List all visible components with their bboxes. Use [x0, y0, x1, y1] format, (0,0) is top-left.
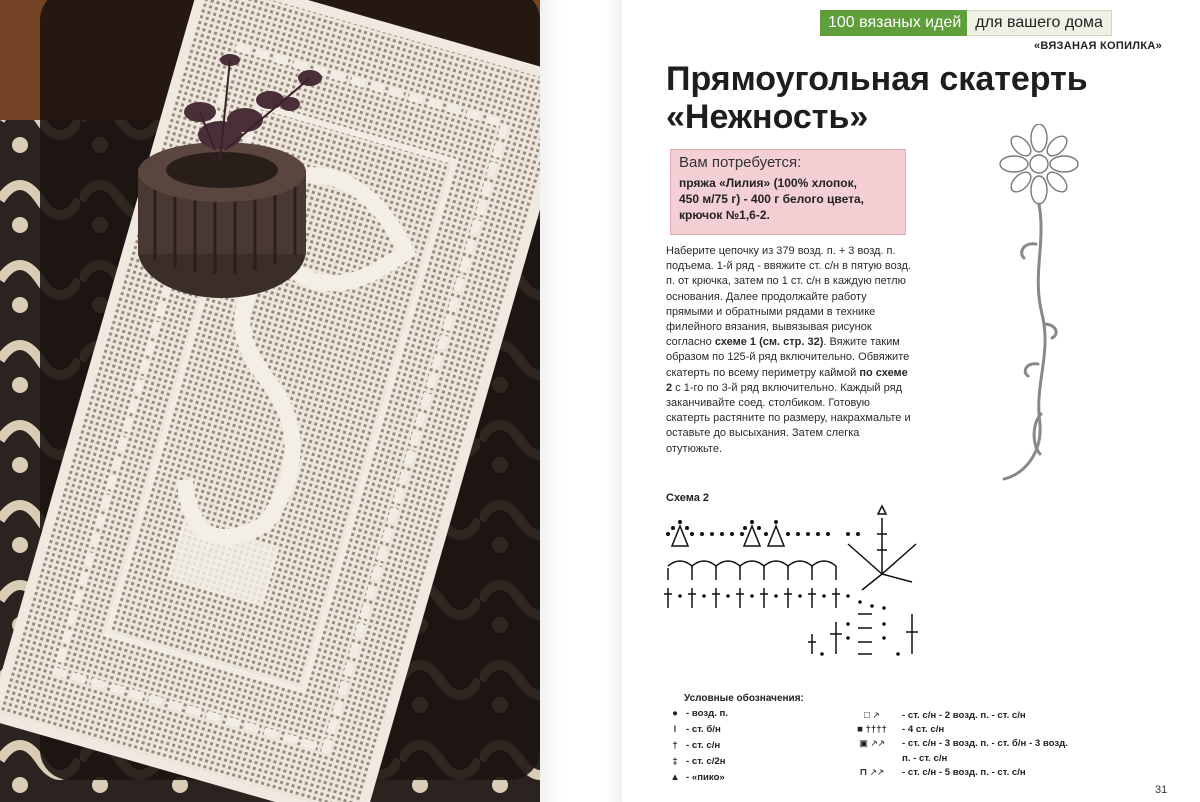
series-right: для вашего дома: [967, 10, 1112, 36]
materials-line-3: крючок №1,6-2.: [679, 208, 770, 222]
legend-text: - ст. с/н - 5 возд. п. - ст. с/н: [902, 766, 1026, 778]
legend-symbol: ●: [672, 708, 678, 719]
legend-text: п. - ст. с/н: [902, 752, 948, 764]
legend-item: [668, 706, 828, 722]
legend-symbol: ▣ ⸕⸕: [858, 738, 886, 750]
legend-symbol: ■ ††††: [857, 724, 887, 736]
materials-heading: Вам потребуется:: [679, 154, 802, 171]
scheme-2-chart: [662, 504, 962, 666]
legend-text: - ст. с/н - 2 возд. п. - ст. с/н: [902, 710, 1026, 721]
page-number: 31: [1155, 784, 1168, 796]
legend-symbol: ‡: [672, 756, 678, 767]
legend-item: [846, 752, 1146, 766]
legend-title: Условные обозначения:: [684, 693, 804, 704]
legend-text: - «пико»: [686, 772, 725, 783]
instructions-part-1: Наберите цепочку из 379 возд. п. + 3 возд. п. подъема. 1-й ряд - ввяжите ст. с/н в пятую возд. п. от крючка, затем по 1 ст. с/н в каждую петлю основания. Далее продолжайте работу прямыми и обратными рядами в технике филейного вязания, вывязывая рисунок согласно: [666, 245, 911, 349]
legend-item: [668, 770, 828, 786]
instructions-bold-2: по схеме 2: [666, 366, 908, 394]
legend-item: [668, 754, 828, 770]
legend-item: [846, 709, 1146, 723]
page-gutter: [540, 0, 622, 802]
legend-item: [668, 738, 828, 754]
materials-line-2: 450 м/75 г) - 400 г белого цвета,: [679, 192, 864, 206]
legend-right: [846, 709, 1146, 780]
legend-item: [846, 766, 1146, 780]
legend-item: [846, 723, 1146, 737]
legend-symbol: ⊓ ⸕⸕: [859, 766, 885, 778]
instructions-bold-1: схеме 1 (см. стр. 32): [714, 336, 824, 349]
instructions-part-3: с 1-го по 3-й ряд включительно. Каждый ряд заканчивайте соед. столбиком. Готовую скатерть растяните по размеру, накрахмальте и оставьте до высыхания. Затем слегка отутюжьте.: [666, 381, 911, 455]
instructions-text: [666, 244, 916, 457]
series-left: 100 вязаных идей: [820, 10, 967, 36]
flower-illustration: [984, 124, 1094, 488]
legend-text: - ст. с/н: [686, 740, 721, 751]
magazine-page: [622, 0, 1200, 802]
legend-item: [846, 737, 1146, 751]
legend-text: - ст. б/н: [686, 724, 721, 735]
materials-box: [670, 149, 906, 235]
legend-text: - ст. с/н - 3 возд. п. - ст. б/н - 3 возд.: [902, 738, 1068, 750]
title-line-1: Прямоугольная скатерть: [666, 60, 1088, 98]
legend-left: [668, 706, 828, 786]
legend-symbol: □ ⸕: [864, 710, 880, 721]
materials-line-1: пряжа «Лилия» (100% хлопок,: [679, 176, 857, 190]
legend-symbol: ǀ: [673, 724, 677, 735]
legend-text: - 4 ст. с/н: [902, 724, 945, 736]
legend-text: - возд. п.: [686, 708, 729, 719]
instructions-part-2: . Вяжите таким образом по 125-й ряд включительно. Обвяжите скатерть по всему периметру каймой: [666, 336, 910, 379]
title-line-2: «Нежность»: [666, 98, 869, 136]
legend-text: - ст. с/2н: [686, 756, 726, 767]
series-header: [820, 10, 1162, 36]
tablecloth-photo: [0, 0, 540, 802]
subseries-label: «ВЯЗАНАЯ КОПИЛКА»: [1033, 40, 1162, 52]
scheme-2-label: Схема 2: [666, 492, 710, 504]
legend-item: [668, 722, 828, 738]
legend-symbol: ▲: [670, 772, 680, 783]
legend-symbol: †: [672, 740, 678, 751]
materials-text: [679, 175, 897, 223]
